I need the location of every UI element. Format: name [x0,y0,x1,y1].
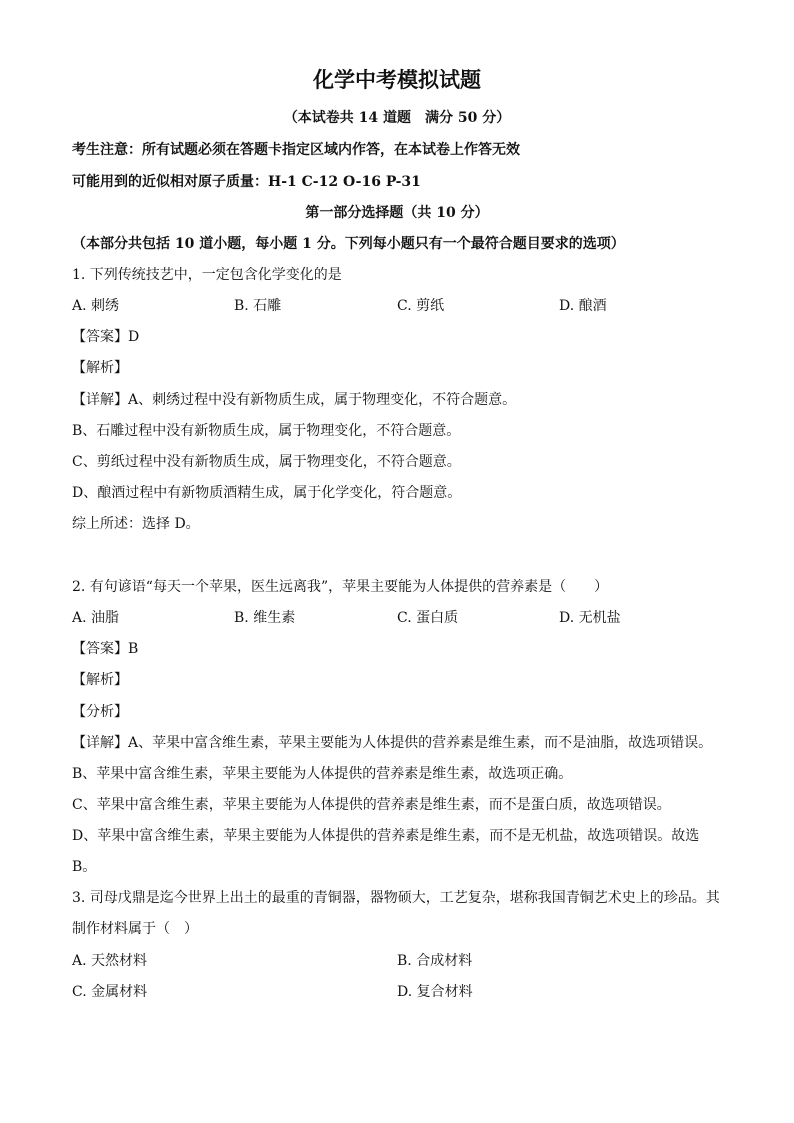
exam-notice: 考生注意：所有试题必须在答题卡指定区域内作答，在本试卷上作答无效 [72,142,520,158]
q2-fenxi-label: 【分析】 [72,704,128,720]
q1-answer: 【答案】D [72,329,140,345]
q2-option-b: B. 维生素 [234,610,296,626]
q1-option-b: B. 石雕 [234,298,282,314]
q3-stem-line2: 制作材料属于（ ） [72,921,198,937]
q3-option-a: A. 天然材料 [72,953,148,969]
section-description: （本部分共包括 10 道小题，每小题 1 分。下列每小题只有一个最符合题目要求的选项） [72,236,625,252]
q2-detail-line: B。 [72,859,97,875]
section-title: 第一部分选择题（共 10 分） [305,205,489,221]
q1-detail-line: D、酿酒过程中有新物质酒精生成，属于化学变化，符合题意。 [72,485,462,501]
exam-title: 化学中考模拟试题 [313,67,481,92]
q1-option-a: A. 刺绣 [72,298,120,314]
q3-option-c: C. 金属材料 [72,984,148,1000]
q3-option-d: D. 复合材料 [397,984,473,1000]
q1-detail-line: 【详解】A、刺绣过程中没有新物质生成，属于物理变化，不符合题意。 [72,392,517,408]
q1-detail-line: B、石雕过程中没有新物质生成，属于物理变化，不符合题意。 [72,423,461,439]
q2-option-d: D. 无机盐 [559,610,621,626]
q2-detail-line: D、苹果中富含维生素，苹果主要能为人体提供的营养素是维生素，而不是无机盐，故选项错误。故选 [72,828,700,844]
q2-detail-line: 【详解】A、苹果中富含维生素，苹果主要能为人体提供的营养素是维生素，而不是油脂，故选项错误。 [72,735,713,751]
q1-analysis-label: 【解析】 [72,360,128,376]
exam-subtitle: （本试卷共 14 道题 满分 50 分） [283,110,511,126]
q1-option-c: C. 剪纸 [397,298,445,314]
q1-detail-line: C、剪纸过程中没有新物质生成，属于物理变化，不符合题意。 [72,454,461,470]
atomic-masses: 可能用到的近似相对原子质量：H-1 C-12 O-16 P-31 [72,174,421,190]
q2-option-a: A. 油脂 [72,610,120,626]
q2-option-c: C. 蛋白质 [397,610,459,626]
q2-answer: 【答案】B [72,641,139,657]
q2-detail-line: B、苹果中富含维生素，苹果主要能为人体提供的营养素是维生素，故选项正确。 [72,766,573,782]
q1-option-d: D. 酿酒 [559,298,607,314]
q3-option-b: B. 合成材料 [397,953,473,969]
q3-stem-line1: 3. 司母戊鼎是迄今世界上出土的最重的青铜器，器物硕大，工艺复杂，堪称我国青铜艺术史上的珍品。其 [72,890,720,906]
q1-summary: 综上所述：选择 D。 [72,516,200,532]
q2-detail-line: C、苹果中富含维生素，苹果主要能为人体提供的营养素是维生素，而不是蛋白质，故选项错误。 [72,797,671,813]
q1-stem: 1. 下列传统技艺中，一定包含化学变化的是 [72,267,342,283]
q2-stem: 2. 有句谚语“每天一个苹果，医生远离我”，苹果主要能为人体提供的营养素是（ ） [72,579,609,595]
q2-analysis-label: 【解析】 [72,672,128,688]
